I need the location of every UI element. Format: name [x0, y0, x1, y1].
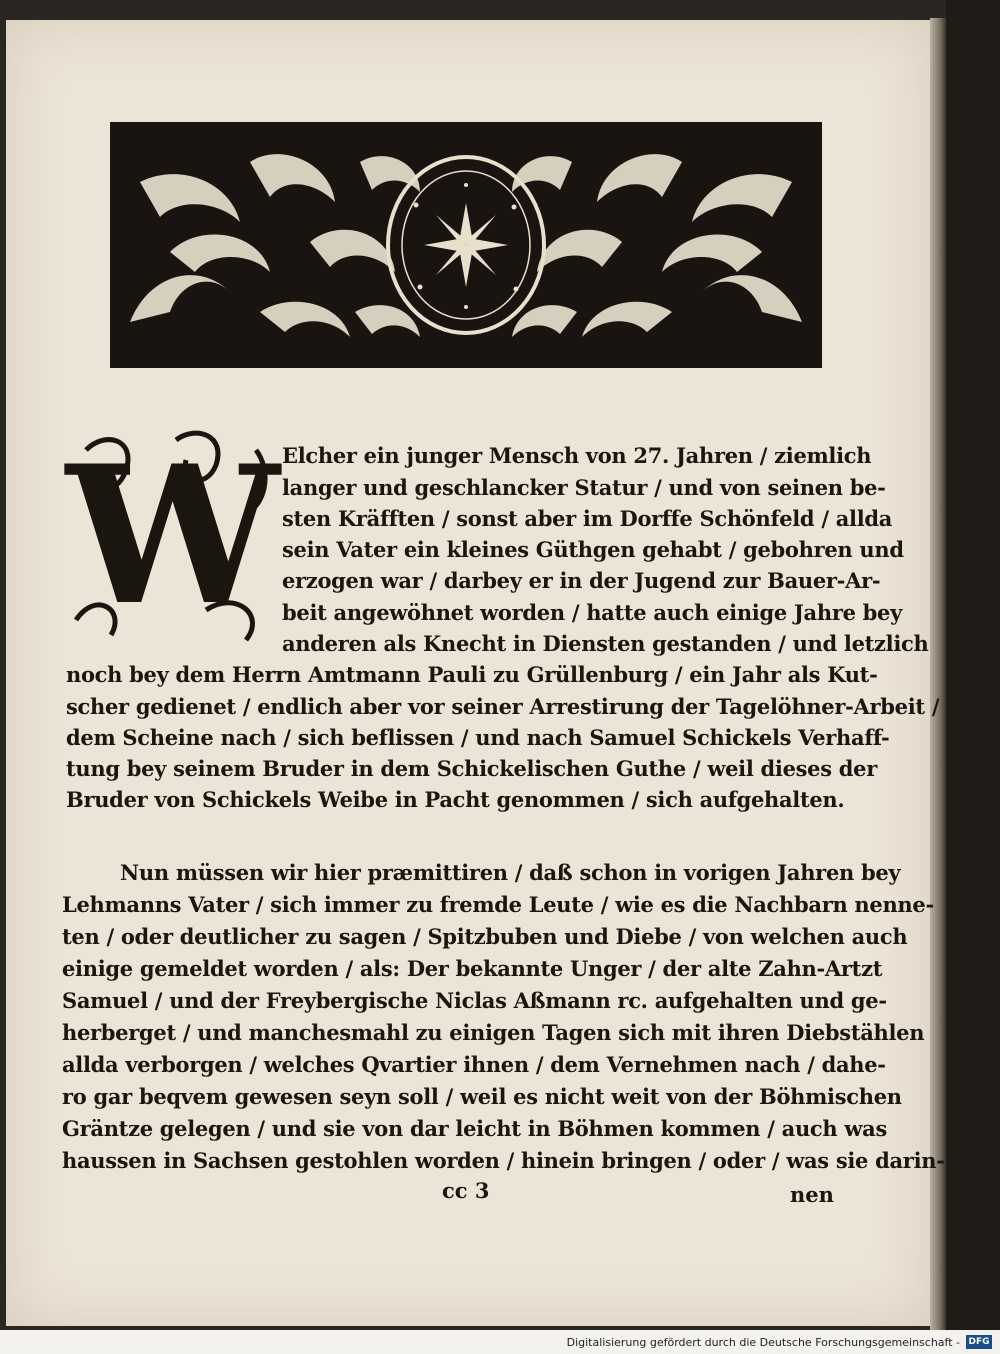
paragraph-1-line: anderen als Knecht in Diensten gestanden / und letzlich — [282, 631, 929, 656]
paragraph-1-line: beit angewöhnet worden / hatte auch einige Jahre bey — [282, 600, 903, 625]
paragraph-2-line: haussen in Sachsen gestohlen worden / hinein bringen / oder / was sie darin- — [62, 1148, 945, 1173]
paragraph-2-line: ten / oder deutlicher zu sagen / Spitzbuben und Diebe / von welchen auch — [62, 924, 908, 949]
paragraph-1-line: noch bey dem Herrn Amtmann Pauli zu Grüllenburg / ein Jahr als Kut- — [66, 662, 878, 687]
paragraph-2-line: ro gar beqvem gewesen seyn soll / weil es nicht weit von der Böhmischen — [62, 1084, 902, 1109]
dfg-logo: DFG — [966, 1335, 992, 1349]
paragraph-2-line: einige gemeldet worden / als: Der bekannte Unger / der alte Zahn-Artzt — [62, 956, 883, 981]
paragraph-2-line: herberget / und manchesmahl zu einigen Tagen sich mit ihren Diebstählen — [62, 1020, 925, 1045]
paragraph-1-line: langer und geschlancker Statur / und von seinen be- — [282, 475, 886, 500]
paragraph-2-line: allda verborgen / welches Qvartier ihnen / dem Vernehmen nach / dahe- — [62, 1052, 886, 1077]
paragraph-1-line: sein Vater ein kleines Güthgen gehabt / gebohren und — [282, 537, 904, 562]
initial-flourish — [66, 420, 278, 652]
catchword: nen — [790, 1182, 834, 1207]
paragraph-1-line: Elcher ein junger Mensch von 27. Jahren / ziemlich — [282, 443, 872, 468]
paragraph-1-line: tung bey seinem Bruder in dem Schickelischen Guthe / weil dieses der — [66, 756, 877, 781]
paragraph-1-line: sten Kräfften / sonst aber im Dorffe Schönfeld / allda — [282, 506, 893, 531]
page-edge — [930, 18, 946, 1330]
paragraph-2-line: Gräntze gelegen / und sie von dar leicht in Böhmen kommen / auch was — [62, 1116, 888, 1141]
paragraph-1-line: scher gedienet / endlich aber vor seiner Arrestirung der Tagelöhner-Arbeit / — [66, 694, 940, 719]
paragraph-1-line: erzogen war / darbey er in der Jugend zur Bauer-Ar- — [282, 568, 881, 593]
paragraph-2-line: Lehmanns Vater / sich immer zu fremde Leute / wie es die Nachbarn nenne- — [62, 892, 934, 917]
digitization-credit: Digitalisierung gefördert durch die Deutsche Forschungsgemeinschaft - — [566, 1336, 960, 1349]
signature-mark: cc 3 — [442, 1178, 490, 1203]
paragraph-2-line: Nun müssen wir hier præmittiren / daß schon in vorigen Jahren bey — [120, 860, 901, 885]
initial-letter: W — [66, 424, 280, 647]
ornament-band — [110, 122, 822, 368]
decorative-initial — [66, 420, 278, 652]
paragraph-2-line: Samuel / und der Freybergische Niclas Aßmann rc. aufgehalten und ge- — [62, 988, 887, 1013]
paragraph-1-line: Bruder von Schickels Weibe in Pacht genommen / sich aufgehalten. — [66, 787, 845, 812]
scan-margin — [946, 0, 1000, 1330]
paragraph-1-line: dem Scheine nach / sich beflissen / und nach Samuel Schickels Verhaff- — [66, 725, 890, 750]
